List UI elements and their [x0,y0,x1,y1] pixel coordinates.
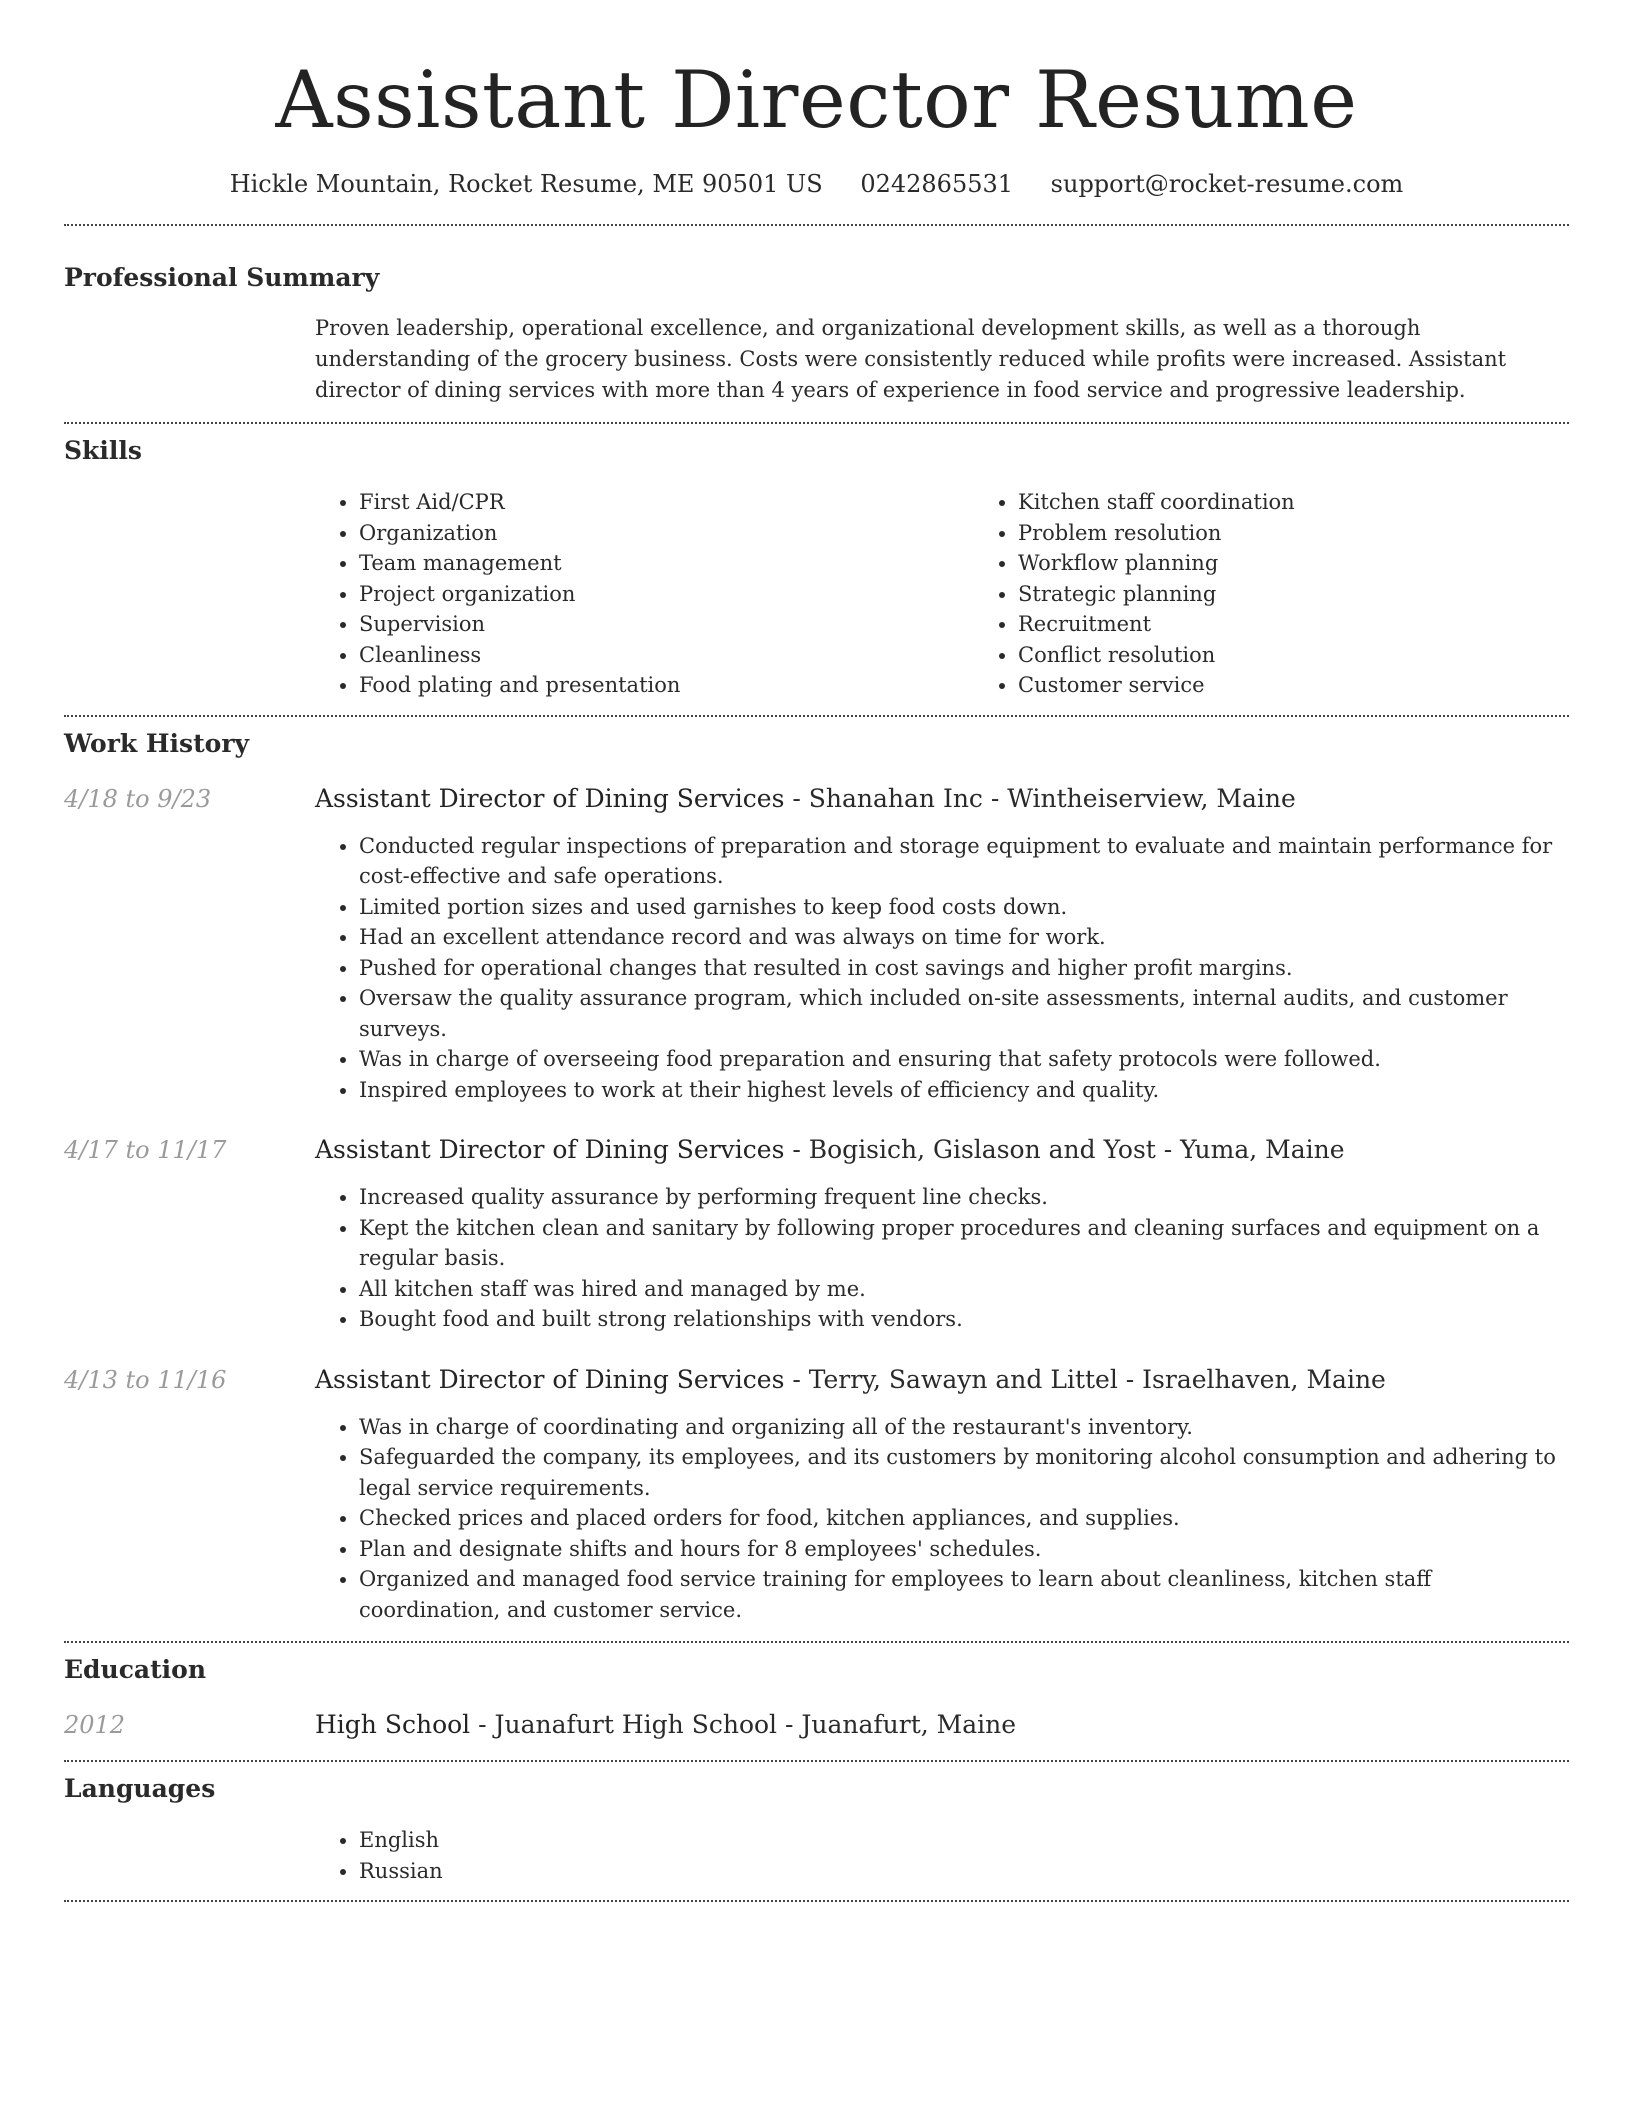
skills-section [64,435,1569,701]
job-bullet: • Inspired employees to work at their highest levels of efficiency and quality. [359,1075,1569,1106]
job-company: - Bogisich, Gislason and Yost - Yuma, Maine [784,1135,1345,1164]
education-year: 2012 [64,1711,126,1739]
job-dates: 4/18 to 9/23 [64,784,212,813]
footer-divider [64,1900,1569,1902]
skill-item: • Kitchen staff coordination [1018,487,1632,518]
contact-line [64,168,1569,200]
job-bullets [315,1412,1569,1626]
contact-phone: 0242865531 [860,170,1014,198]
job-bullet: • Checked prices and placed orders for food, kitchen appliances, and supplies. [359,1503,1569,1534]
contact-email: support@rocket-resume.com [1050,170,1404,198]
skills-list-left [315,487,974,701]
work-section [64,728,1569,1626]
job-title: Assistant Director of Dining Services [315,1364,785,1394]
job-dates: 4/13 to 11/16 [64,1365,227,1394]
job-bullet: • Bought food and built strong relationships with vendors. [359,1304,1569,1335]
education-divider [64,1760,1569,1762]
work-divider [64,1641,1569,1643]
skill-item: • Recruitment [1018,609,1632,640]
skill-item: • Strategic planning [1018,579,1632,610]
education-school: - Juanafurt High School - Juanafurt, Maine [470,1710,1017,1739]
summary-heading: Professional Summary [64,263,380,292]
job-bullet: • Had an excellent attendance record and was always on time for work. [359,922,1569,953]
job-entry [64,783,1569,1106]
languages-section [64,1773,1569,1886]
resume-page [64,0,1569,1902]
education-section [64,1654,1569,1741]
skill-item: • Conflict resolution [1018,640,1632,671]
skills-divider [64,715,1569,717]
skill-item: • First Aid/CPR [359,487,974,518]
job-title: Assistant Director of Dining Services [315,1135,785,1164]
job-bullets [315,1182,1569,1335]
skill-item: • Team management [359,548,974,579]
skills-list-right [974,487,1632,701]
job-bullet: • Safeguarded the company, its employees, and its customers by monitoring alcohol consumption and adhering to legal service requirements. [359,1442,1569,1503]
language-item: • English [359,1825,1569,1856]
job-bullet: • Increased quality assurance by performing frequent line checks. [359,1182,1569,1213]
job-entry [64,1364,1569,1626]
job-heading [315,783,1569,815]
job-bullet: • Limited portion sizes and used garnishes to keep food costs down. [359,892,1569,923]
job-bullet: • Was in charge of overseeing food preparation and ensuring that safety protocols were followed. [359,1044,1569,1075]
skill-item: • Workflow planning [1018,548,1632,579]
contact-address: Hickle Mountain, Rocket Resume, ME 90501 US [229,170,823,198]
summary-divider [64,422,1569,424]
summary-text: Proven leadership, operational excellence, and organizational development skills, as well as a thorough understanding of the grocery business. Costs were consistently reduced while profits were increased. Assistant director of dining services with more than 4 years of experience in food service and progressive leadership. [315,316,1507,402]
job-company: - Terry, Sawayn and Littel - Israelhaven, Maine [784,1364,1386,1394]
skill-item: • Organization [359,518,974,549]
job-bullet: • All kitchen staff was hired and managed by me. [359,1274,1569,1305]
education-degree: High School [315,1710,471,1739]
job-bullet: • Organized and managed food service training for employees to learn about cleanliness, kitchen staff coordination, and customer service. [359,1564,1569,1625]
skill-item: • Project organization [359,579,974,610]
education-heading: Education [64,1655,207,1684]
education-heading-line [315,1709,1569,1741]
skill-item: • Problem resolution [1018,518,1632,549]
job-entry [64,1134,1569,1335]
job-bullet: • Pushed for operational changes that resulted in cost savings and higher profit margins. [359,953,1569,984]
work-heading: Work History [64,728,250,758]
skill-item: • Cleanliness [359,640,974,671]
job-company: - Shanahan Inc - Wintheiserview, Maine [784,783,1296,813]
job-dates: 4/17 to 11/17 [64,1136,227,1164]
skill-item: • Supervision [359,609,974,640]
summary-section [64,262,1569,406]
skills-heading: Skills [64,436,142,465]
languages-heading: Languages [64,1774,216,1803]
resume-title: Assistant Director Resume [275,54,1358,146]
skill-item: • Customer service [1018,670,1632,701]
job-bullets [315,831,1569,1106]
job-bullet: • Oversaw the quality assurance program, which included on-site assessments, internal audits, and customer surveys. [359,983,1569,1044]
job-heading [315,1364,1569,1396]
job-heading [315,1134,1569,1166]
languages-list [315,1825,1569,1886]
language-item: • Russian [359,1856,1569,1887]
job-bullet: • Was in charge of coordinating and organizing all of the restaurant's inventory. [359,1412,1569,1443]
job-bullet: • Plan and designate shifts and hours for 8 employees' schedules. [359,1534,1569,1565]
header-divider [64,224,1569,226]
skill-item: • Food plating and presentation [359,670,974,701]
skills-grid [315,487,1632,701]
job-bullet: • Kept the kitchen clean and sanitary by following proper procedures and cleaning surfaces and equipment on a regular basis. [359,1213,1569,1274]
job-bullet: • Conducted regular inspections of preparation and storage equipment to evaluate and maintain performance for cost-effective and safe operations. [359,831,1569,892]
job-title: Assistant Director of Dining Services [315,783,785,813]
